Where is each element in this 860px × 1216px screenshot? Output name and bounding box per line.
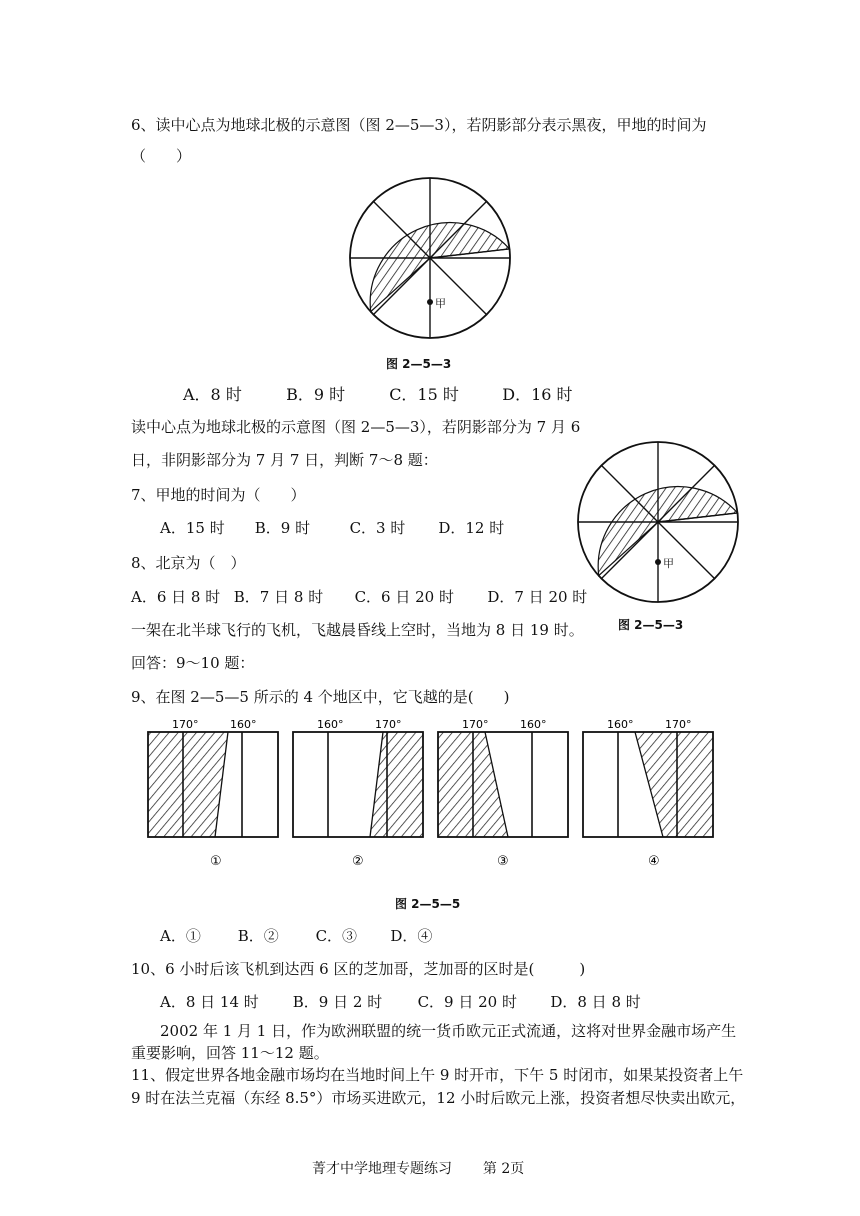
fig255-caption: 图 2—5—5	[395, 897, 461, 911]
q6-text: 6、读中心点为地球北极的示意图（图 2—5—3），若阴影部分表示黑夜，甲地的时间为	[131, 116, 707, 134]
q8-text: 8、北京为（ ）	[131, 554, 246, 572]
q11-line1: 11、假定世界各地金融市场均在当地时间上午 9 时开市，下午 5 时闭市，如果某投资者上午	[131, 1066, 744, 1084]
q9-option-d[interactable]: D．④	[390, 927, 433, 945]
panel-1-label: ①	[210, 854, 222, 869]
intro1112-line1: 2002 年 1 月 1 日，作为欧洲联盟的统一货币欧元正式流通，这将对世界金融市场产生	[160, 1022, 737, 1040]
q10-option-a[interactable]: A．8 日 14 时	[160, 993, 259, 1011]
panel-2-lon-left: 160°	[317, 718, 344, 731]
q9-option-b[interactable]: B．②	[237, 927, 279, 945]
q7-option-b[interactable]: B．9 时	[254, 519, 311, 537]
panel-1-lon-right: 160°	[230, 718, 257, 731]
q7-text: 7、甲地的时间为（ ）	[131, 486, 306, 504]
fig253a-caption: 图 2—5—3	[386, 357, 452, 371]
q8-option-d[interactable]: D．7 日 20 时	[487, 588, 588, 606]
panel-4-lon-right: 170°	[665, 718, 692, 731]
q6-option-b[interactable]: B．9 时	[286, 385, 346, 404]
q6-answer-paren: （ ）	[131, 147, 192, 165]
panel-2-label: ②	[352, 854, 364, 869]
q6-options	[183, 382, 573, 405]
q9-option-a[interactable]: A．①	[160, 927, 201, 945]
point-jia-label: 甲	[435, 297, 446, 310]
q10-option-c[interactable]: C．9 日 20 时	[417, 993, 517, 1011]
panel-3-lon-right: 160°	[520, 718, 547, 731]
q11-line2: 9 时在法兰克福（东经 8.5°）市场买进欧元，12 小时后欧元上涨，投资者想尽快卖出欧元，	[131, 1089, 746, 1107]
q8-option-c[interactable]: C．6 日 20 时	[354, 588, 454, 606]
panel-2-lon-right: 170°	[375, 718, 402, 731]
panel-3-label: ③	[497, 854, 509, 869]
q9-options	[160, 925, 432, 946]
q6-option-a[interactable]: A．8 时	[183, 385, 242, 404]
q7-option-a[interactable]: A．15 时	[160, 519, 225, 537]
polar-diagram-top	[340, 168, 520, 348]
q7-option-c[interactable]: C．3 时	[349, 519, 406, 537]
q8-option-b[interactable]: B．7 日 8 时	[233, 588, 324, 606]
footer-school: 菁才中学地理专题练习	[312, 1161, 452, 1177]
q7-option-d[interactable]: D．12 时	[438, 519, 505, 537]
intro78-line1: 读中心点为地球北极的示意图（图 2—5—3），若阴影部分为 7 月 6	[131, 418, 581, 436]
q10-text: 10、6 小时后该飞机到达西 6 区的芝加哥，芝加哥的区时是( )	[131, 960, 586, 978]
panel-2	[293, 718, 423, 869]
panel-4-label: ④	[648, 854, 660, 869]
q8-option-a[interactable]: A．6 日 8 时	[131, 588, 221, 606]
point-jia-marker	[427, 299, 433, 305]
panel-3-lon-left: 170°	[462, 718, 489, 731]
intro910-line2: 回答：9～10 题：	[131, 654, 255, 672]
fig253b-caption: 图 2—5—3	[618, 618, 684, 632]
q9-text: 9、在图 2—5—5 所示的 4 个地区中，它飞越的是( )	[131, 688, 510, 706]
panel-3	[438, 718, 568, 869]
fig255-panels	[140, 712, 720, 872]
q7-options	[160, 517, 504, 538]
q10-options	[160, 991, 641, 1012]
intro910-line1: 一架在北半球飞行的飞机，飞越晨昏线上空时，当地为 8 日 19 时。	[131, 621, 584, 639]
intro78-line2: 日，非阴影部分为 7 月 7 日，判断 7～8 题：	[131, 451, 438, 469]
panel-1-lon-left: 170°	[172, 718, 199, 731]
footer-page-number: 第 2页	[482, 1161, 525, 1177]
polar-diagram-side	[568, 432, 748, 612]
q9-option-c[interactable]: C．③	[315, 927, 358, 945]
q10-option-d[interactable]: D．8 日 8 时	[550, 993, 641, 1011]
point-jia-marker	[655, 559, 661, 565]
panel-4	[583, 718, 713, 869]
q6-option-c[interactable]: C．15 时	[389, 385, 459, 404]
point-jia-label: 甲	[663, 557, 674, 570]
q6-option-d[interactable]: D．16 时	[502, 385, 573, 404]
page-footer	[312, 1158, 524, 1178]
panel-1	[148, 718, 278, 869]
intro1112-line2: 重要影响，回答 11～12 题。	[131, 1044, 329, 1062]
q10-option-b[interactable]: B．9 日 2 时	[292, 993, 383, 1011]
q8-options	[131, 586, 587, 607]
panel-4-lon-left: 160°	[607, 718, 634, 731]
